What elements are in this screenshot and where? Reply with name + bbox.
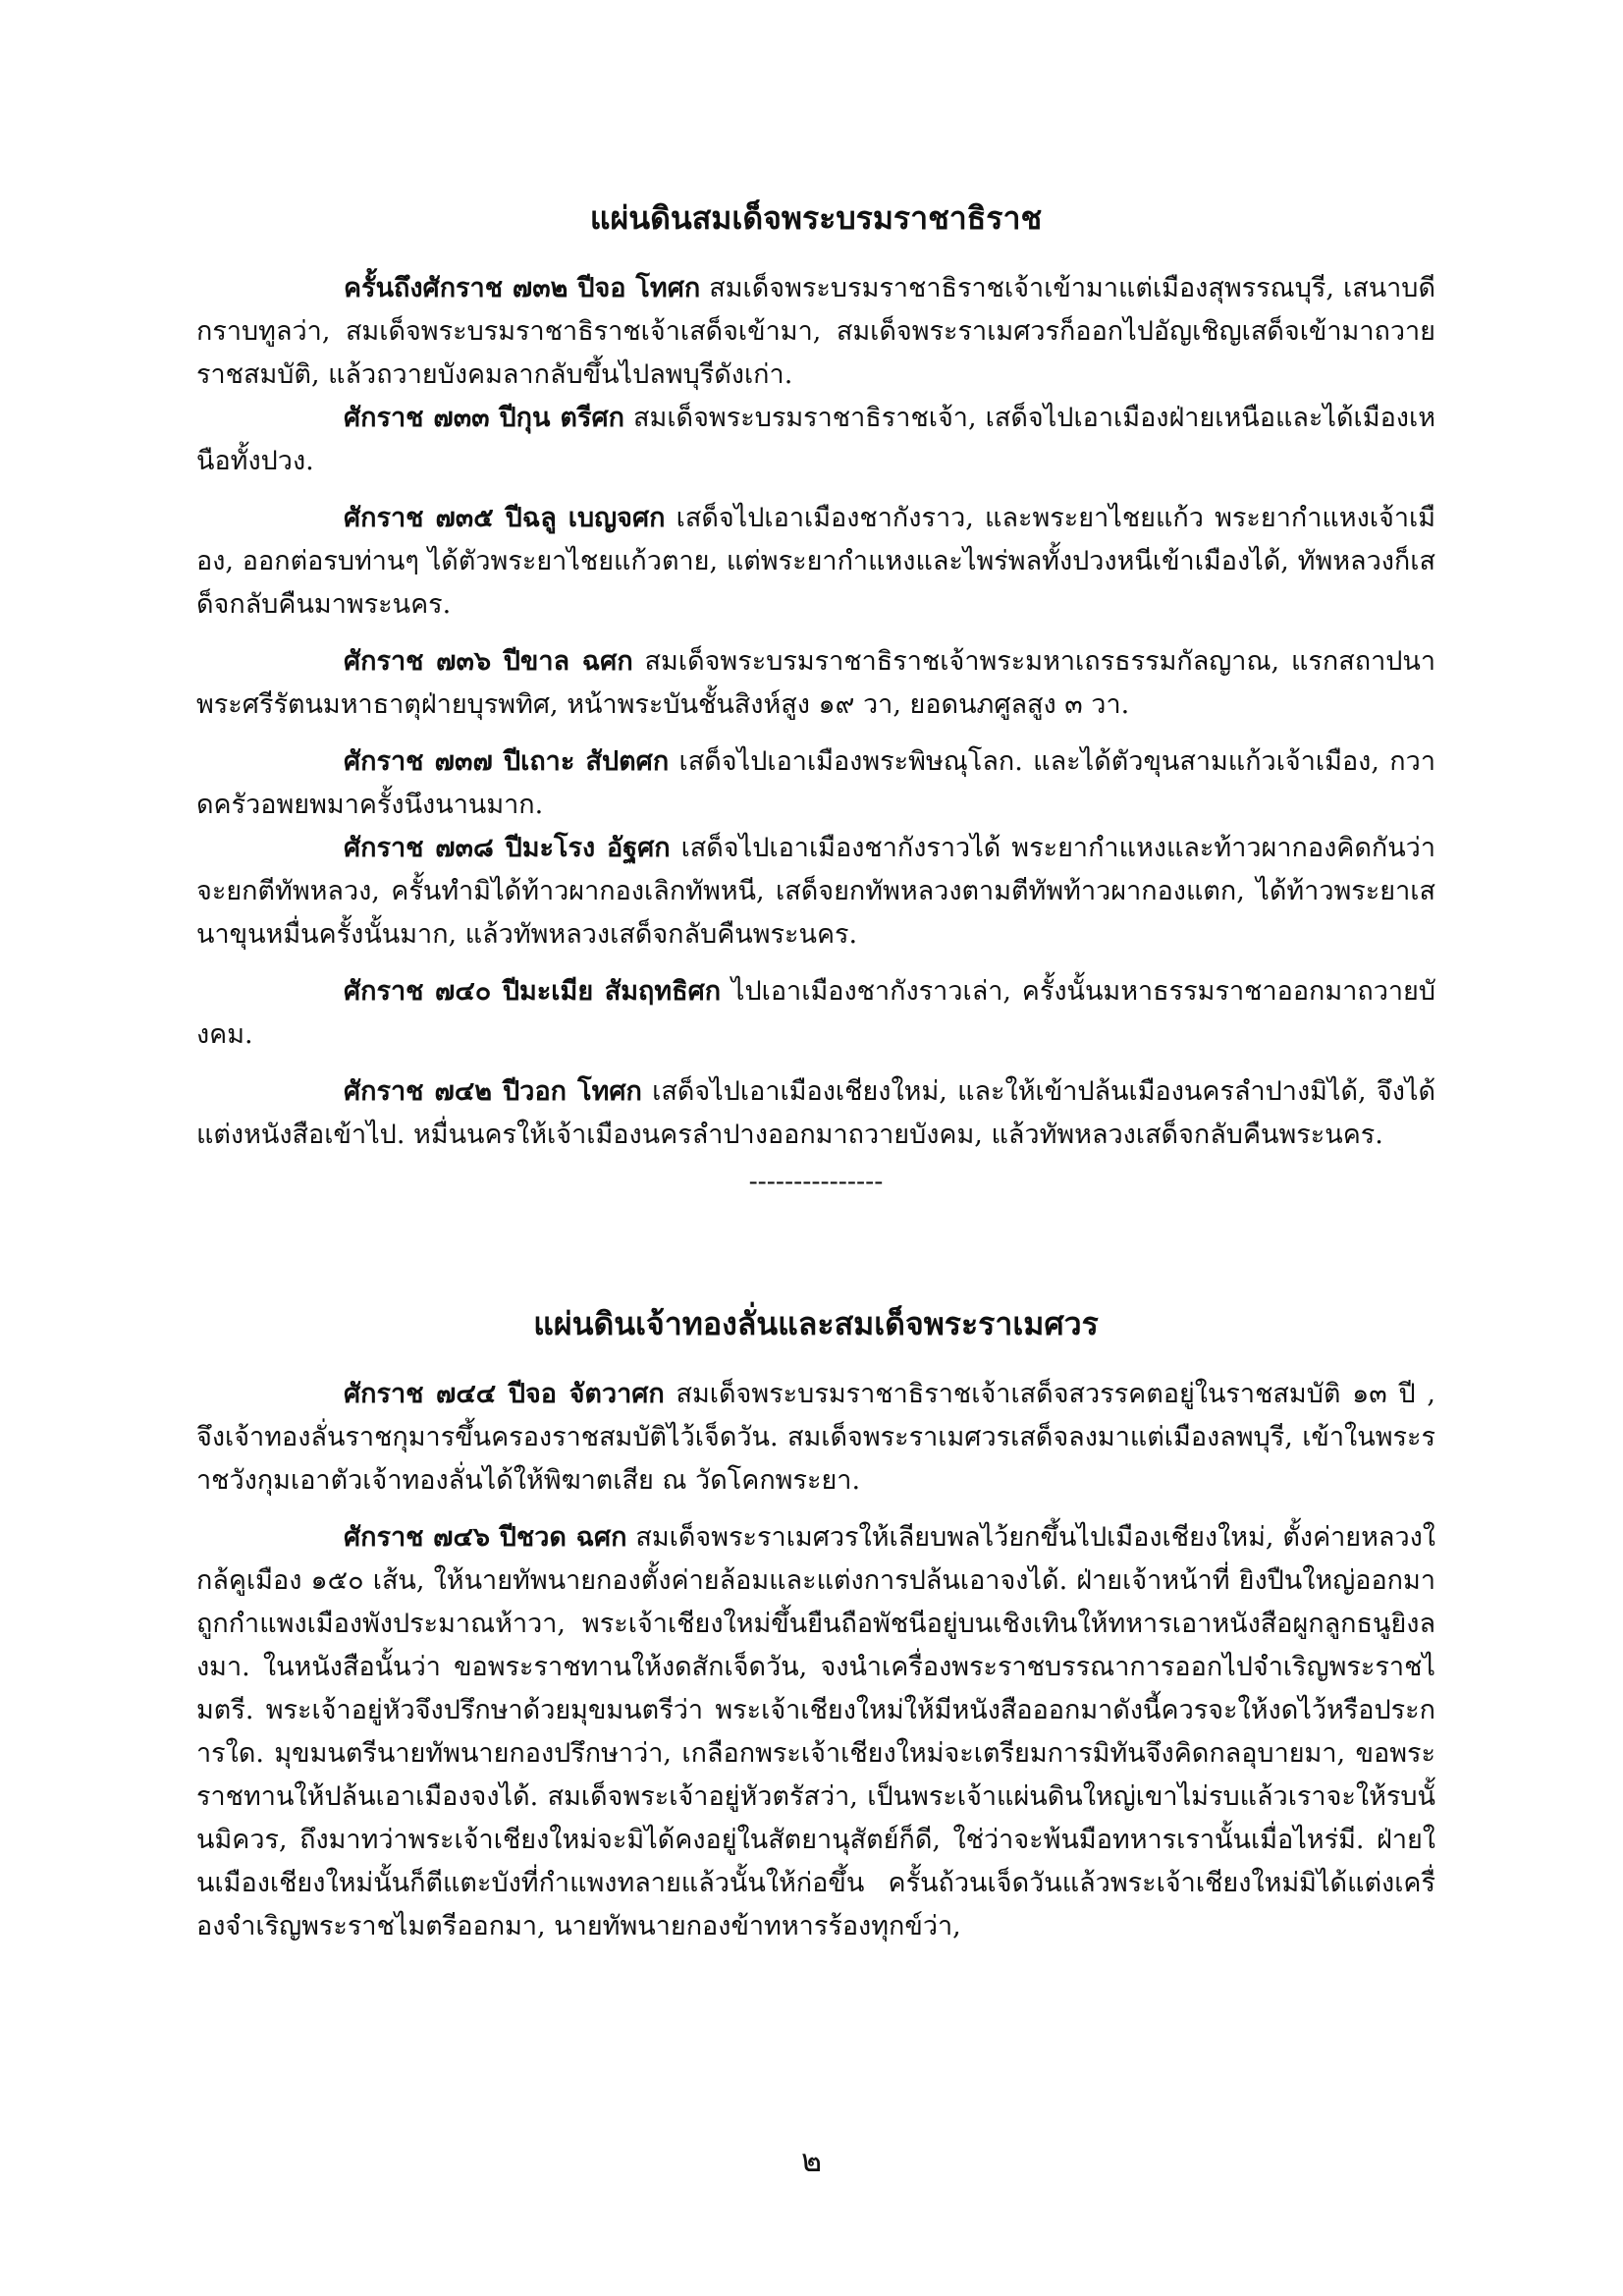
paragraph-lead: ศักราช ๗๓๘ ปีมะโรง อัฐศก	[344, 833, 671, 863]
section-title: แผ่นดินสมเด็จพระบรมราชาธิราช	[589, 199, 1043, 237]
paragraph-text: เสด็จไปเอาเมืองชากังราวได้ พระยากำแหงและท้าวผากองคิดกันว่าจะยกตีทัพหลวง, ครั้นทำมิได้ท้าวผากองเลิกทัพหนี, เสด็จยกทัพหลวงตามตีทัพท้าวผากองแตก, ได้ท้าวพระยาเสนาขุนหมื่นครั้งนั้นมาก, แล้วทัพหลวงเสด็จกลับคืนพระนคร.	[196, 833, 1435, 950]
paragraph-text: ไปเอาเมืองชากังราวเล่า, ครั้งนั้นมหาธรรมราชาออกมาถวายบังคม.	[196, 976, 1435, 1050]
paragraph-lead: ศักราช ๗๔๐ ปีมะเมีย สัมฤทธิศก	[344, 976, 722, 1007]
paragraph	[196, 1070, 1435, 1157]
paragraph-lead: ศักราช ๗๔๒ ปีวอก โทศก	[344, 1076, 642, 1107]
paragraph-text: สมเด็จพระบรมราชาธิราชเจ้าเสด็จสวรรคตอยู่ในราชสมบัติ ๑๓ ปี , จึงเจ้าทองลั่นราชกุมารขึ้นครองราชสมบัติไว้เจ็ดวัน. สมเด็จพระราเมศวรเสด็จลงมาแต่เมืองลพบุรี, เข้าในพระราชวังกุมเอาตัวเจ้าทองลั่นได้ให้พิฆาตเสีย ณ วัดโคกพระยา.	[196, 1379, 1435, 1496]
paragraph	[196, 640, 1435, 727]
paragraph	[196, 970, 1435, 1057]
paragraph-lead: ศักราช ๗๓๗ ปีเถาะ สัปตศก	[344, 746, 670, 777]
paragraph	[196, 827, 1435, 957]
paragraph	[196, 1516, 1435, 1948]
section-title: แผ่นดินเจ้าทองลั่นและสมเด็จพระราเมศวร	[533, 1305, 1099, 1342]
page-content	[196, 196, 1435, 1948]
paragraph-text: สมเด็จพระบรมราชาธิราชเจ้าพระมหาเถรธรรมกัลญาณ, แรกสถาปนาพระศรีรัตนมหาธาตุฝ่ายบุรพทิศ, หน้าพระบันชั้นสิงห์สูง ๑๙ วา, ยอดนภศูลสูง ๓ วา.	[196, 646, 1435, 720]
paragraph-text: เสด็จไปเอาเมืองเชียงใหม่, และให้เข้าปล้นเมืองนครลำปางมิได้, จึงได้แต่งหนังสือเข้าไป. หมื่นนครให้เจ้าเมืองนครลำปางออกมาถวายบังคม, แล้วทัพหลวงเสด็จกลับคืนพระนคร.	[196, 1076, 1435, 1150]
paragraph	[196, 497, 1435, 627]
paragraph-text: สมเด็จพระบรมราชาธิราชเจ้าเข้ามาแต่เมืองสุพรรณบุรี, เสนาบดีกราบทูลว่า, สมเด็จพระบรมราชาธิราชเจ้าเสด็จเข้ามา, สมเด็จพระราเมศวรก็ออกไปอัญเชิญเสด็จเข้ามาถวายราชสมบัติ, แล้วถวายบังคมลากลับขึ้นไปลพบุรีดังเก่า.	[196, 273, 1435, 390]
paragraph	[196, 1373, 1435, 1503]
paragraph-lead: ศักราช ๗๔๖ ปีชวด ฉศก	[344, 1522, 627, 1553]
paragraph	[196, 397, 1435, 483]
page-number: ๒	[800, 2142, 823, 2179]
paragraph	[196, 267, 1435, 397]
paragraph-text: สมเด็จพระราเมศวรให้เลียบพลไว้ยกขึ้นไปเมืองเชียงใหม่, ตั้งค่ายหลวงใกล้คูเมือง ๑๕๐ เส้น, ให้นายทัพนายกองตั้งค่ายล้อมและแต่งการปล้นเอาจงได้. ฝ่ายเจ้าหน้าที่ ยิงปืนใหญ่ออกมาถูกกำแพงเมืองพังประมาณห้าวา, พระเจ้าเชียงใหม่ขึ้นยืนถือพัชนีอยู่บนเชิงเทินให้ทหารเอาหนังสือผูกลูกธนูยิงลงมา. ในหนังสือนั้นว่า ขอพระราชทานให้งดสักเจ็ดวัน, จงนำเครื่องพระราชบรรณาการออกไปจำเริญพระราชไมตรี. พระเจ้าอยู่หัวจึงปรึกษาด้วยมุขมนตรีว่า พระเจ้าเชียงใหม่ให้มีหนังสือออกมาดังนี้ควรจะให้งดไว้หรือประการใด. มุขมนตรีนายทัพนายกองปรึกษาว่า, เกลือกพระเจ้าเชียงใหม่จะเตรียมการมิทันจึงคิดกลอุบายมา, ขอพระราชทานให้ปล้นเอาเมืองจงได้. สมเด็จพระเจ้าอยู่หัวตรัสว่า, เป็นพระเจ้าแผ่นดินใหญ่เขาไม่รบแล้วเราจะให้รบนั้นมิควร, ถึงมาทว่าพระเจ้าเชียงใหม่จะมิได้คงอยู่ในสัตยานุสัตย์ก็ดี, ใช่ว่าจะพ้นมือทหารเรานั้นเมื่อไหร่มี. ฝ่ายในเมืองเชียงใหม่นั้นก็ตีแตะบังที่กำแพงทลายแล้วนั้นให้ก่อขึ้น ครั้นถ้วนเจ็ดวันแล้วพระเจ้าเชียงใหม่มิได้แต่งเครื่องจำเริญพระราชไมตรีออกมา, นายทัพนายกองข้าทหารร้องทุกข์ว่า,	[196, 1522, 1435, 1941]
paragraph-lead: ครั้นถึงศักราช ๗๓๒ ปีจอ โทศก	[344, 273, 701, 303]
paragraph-text: เสด็จไปเอาเมืองพระพิษณุโลก. และได้ตัวขุนสามแก้วเจ้าเมือง, กวาดครัวอพยพมาครั้งนึงนานมาก.	[196, 746, 1435, 820]
paragraph-lead: ศักราช ๗๓๖ ปีขาล ฉศก	[344, 646, 633, 677]
paragraph-text: สมเด็จพระบรมราชาธิราชเจ้า, เสด็จไปเอาเมืองฝ่ายเหนือและได้เมืองเหนือทั้งปวง.	[196, 403, 1435, 476]
paragraph-text: เสด็จไปเอาเมืองชากังราว, และพระยาไชยแก้ว พระยากำแหงเจ้าเมือง, ออกต่อรบท่านๆ ได้ตัวพระยาไชยแก้วตาย, แต่พระยากำแหงและไพร่พลทั้งปวงหนีเข้าเมืองได้, ทัพหลวงก็เสด็จกลับคืนมาพระนคร.	[196, 503, 1436, 620]
section-separator: ---------------	[748, 1167, 884, 1197]
paragraph	[196, 740, 1435, 827]
paragraph-lead: ศักราช ๗๓๓ ปีกุน ตรีศก	[344, 403, 624, 433]
paragraph-lead: ศักราช ๗๔๔ ปีจอ จัตวาศก	[344, 1379, 665, 1409]
paragraph-lead: ศักราช ๗๓๕ ปีฉลู เบญจศก	[344, 503, 666, 533]
